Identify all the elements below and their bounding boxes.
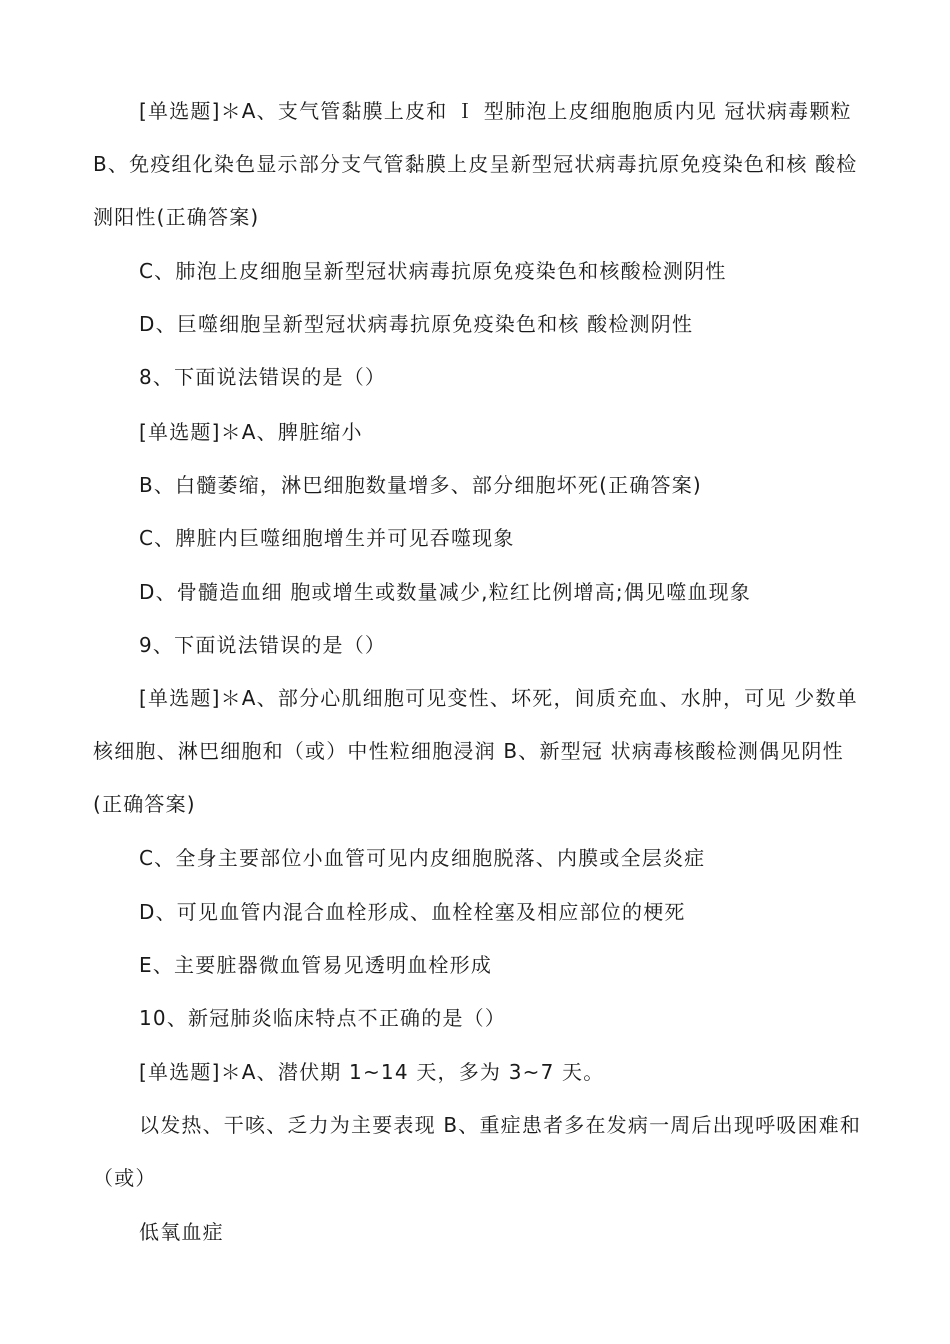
question-7-option-d: D、巨噬细胞呈新型冠状病毒抗原免疫染色和核 酸检测阴性 — [139, 312, 694, 336]
question-8-option-c: C、脾脏内巨噬细胞增生并可见吞噬现象 — [139, 526, 515, 550]
question-8-option-a: [单选题]＊A、脾脏缩小 — [139, 420, 363, 444]
question-8-option-d: D、骨髓造血细 胞或增生或数量减少,粒红比例增高;偶见噬血现象 — [139, 580, 752, 604]
question-9-option-a-b: [单选题]＊A、部分心肌细胞可见变性、坏死，间质充血、水肿，可见 少数单核细胞、淋巴细胞和（或）中性粒细胞浸润 B、新型冠 状病毒核酸检测偶见阴性(正确答案) — [93, 686, 858, 816]
question-9-option-e: E、主要脏器微血管易见透明血栓形成 — [139, 953, 493, 977]
question-10-option-b-cont: 低氧血症 — [139, 1220, 224, 1244]
question-9-stem: 9、下面说法错误的是（） — [139, 633, 387, 657]
question-9-option-c: C、全身主要部位小血管可见内皮细胞脱落、内膜或全层炎症 — [139, 846, 706, 870]
question-8-stem: 8、下面说法错误的是（） — [139, 365, 387, 389]
question-10-option-a-cont-b: 以发热、干咳、乏力为主要表现 B、重症患者多在发病一周后出现呼吸困难和（或） — [93, 1113, 862, 1190]
question-8-option-b: B、白髓萎缩，淋巴细胞数量增多、部分细胞坏死(正确答案) — [139, 473, 702, 497]
question-10-stem: 10、新冠肺炎临床特点不正确的是（） — [139, 1006, 507, 1030]
question-10-option-a: [单选题]＊A、潜伏期 1~14 天，多为 3~7 天。 — [139, 1060, 605, 1084]
question-7-option-c: C、肺泡上皮细胞呈新型冠状病毒抗原免疫染色和核酸检测阴性 — [139, 259, 727, 283]
question-9-option-d: D、可见血管内混合血栓形成、血栓栓塞及相应部位的梗死 — [139, 900, 686, 924]
question-7-option-a-b: [单选题]＊A、支气管黏膜上皮和 Ｉ 型肺泡上皮细胞胞质内见 冠状病毒颗粒 B、免疫组化染色显示部分支气管黏膜上皮呈新型冠状病毒抗原免疫染色和核 酸检测阳性(正确答案) — [93, 99, 858, 229]
